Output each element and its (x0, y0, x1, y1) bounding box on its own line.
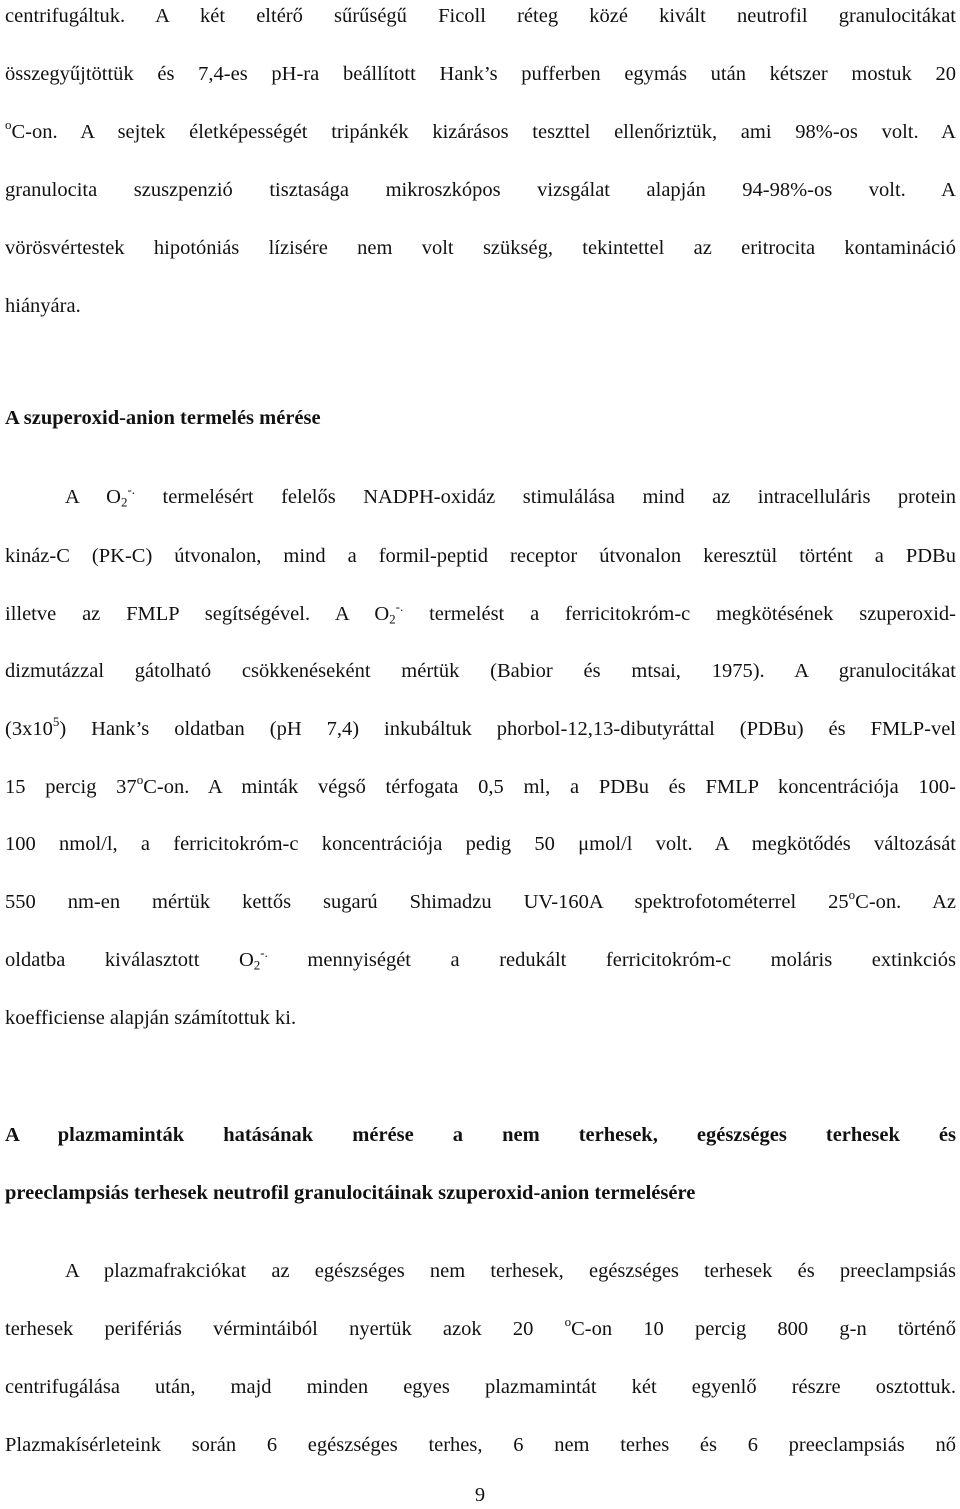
text-segment: ) Hank’s oldatban (pH 7,4) inkubáltuk phorbol-12,13-dibutyráttal (PDBu) és FMLP-vel (59, 718, 956, 740)
text-segment: C-on 10 percig 800 g-n történő (571, 1318, 956, 1340)
paragraph-1-line-5: vörösvértestek hipotóniás lízisére nem volt szükség, tekintettel az eritrocita kontamináció (5, 237, 956, 259)
subscript: 2 (389, 611, 396, 627)
paragraph-3-line-3: centrifugálása után, majd minden egyes plazmamintát két egyenlő részre osztottuk. (5, 1376, 956, 1398)
paragraph-1-line-4: granulocita szuszpenzió tisztasága mikroszkópos vizsgálat alapján 94-98%-os volt. A (5, 179, 956, 201)
paragraph-1-line-6: hiányára. (5, 295, 81, 317)
text-segment: C-on. Az (855, 891, 956, 913)
superscript: -. (127, 481, 136, 497)
text-segment: terhesek perifériás vérmintáiból nyertük azok 20 (5, 1318, 565, 1340)
superscript: o (848, 886, 856, 902)
superscript: -. (395, 598, 404, 614)
text-segment: illetve az FMLP segítségével. A O (5, 603, 390, 625)
paragraph-2-line-1 (65, 481, 956, 510)
paragraph-1-line-2: összegyűjtöttük és 7,4-es pH-ra beállított Hank’s pufferben egymás után kétszer mostuk 20 (5, 63, 956, 85)
superscript: o (564, 1313, 572, 1329)
paragraph-2-line-5 (5, 713, 956, 742)
paragraph-2-line-9 (5, 944, 956, 973)
subscript: 2 (120, 494, 128, 510)
paragraph-3-line-1: A plazmafrakciókat az egészséges nem terhesek, egészséges terhesek és preeclampsiás (65, 1260, 956, 1282)
text-segment: termelésért felelős NADPH-oxidáz stimulálása mind az intracelluláris protein (135, 486, 956, 508)
paragraph-2-line-4: dizmutázzal gátolható csökkenéseként mértük (Babior és mtsai, 1975). A granulocitákat (5, 660, 956, 682)
section-heading-superoxide: A szuperoxid-anion termelés mérése (5, 407, 321, 429)
superscript: 5 (52, 713, 60, 729)
paragraph-1-line-1: centrifugáltuk. A két eltérő sűrűségű Ficoll réteg közé kivált neutrofil granulocitákat (5, 5, 956, 27)
paragraph-2-line-6 (5, 771, 956, 800)
text-segment: 550 nm-en mértük kettős sugarú Shimadzu UV-160A spektrofotométerrel 25 (5, 891, 849, 913)
degree-superscript: o (5, 116, 12, 132)
superscript: o (136, 771, 144, 787)
text-segment: A O (65, 486, 121, 508)
paragraph-3-line-4: Plazmakísérleteink során 6 egészséges terhes, 6 nem terhes és 6 preeclampsiás nő (5, 1434, 956, 1456)
paragraph-1-line-3-text: C-on. A sejtek életképességét tripánkék kizárásos teszttel ellenőriztük, ami 98%-os volt. A (11, 121, 956, 143)
section-heading-plasma-line-1: A plazmaminták hatásának mérése a nem terhesek, egészséges terhesek és (5, 1124, 956, 1146)
paragraph-2-line-3 (5, 598, 956, 627)
page-number: 9 (474, 1484, 486, 1506)
text-segment: oldatba kiválasztott O (5, 949, 254, 971)
paragraph-3-line-2 (5, 1313, 956, 1342)
paragraph-2-line-2: kináz-C (PK-C) útvonalon, mind a formil-peptid receptor útvonalon keresztül történt a PDBu (5, 545, 956, 567)
text-segment: mennyiségét a redukált ferricitokróm-c moláris extinkciós (267, 949, 956, 971)
text-segment: 15 percig 37 (5, 776, 137, 798)
paragraph-1-line-3 (5, 116, 956, 145)
subscript: 2 (253, 957, 261, 973)
section-heading-plasma-line-2: preeclampsiás terhesek neutrofil granulocitáinak szuperoxid-anion termelésére (5, 1182, 696, 1204)
paragraph-2-line-10: koefficiense alapján számítottuk ki. (5, 1007, 297, 1029)
paragraph-2-line-8 (5, 886, 956, 915)
superscript: -. (260, 944, 268, 960)
paragraph-2-line-7: 100 nmol/l, a ferricitokróm-c koncentrációja pedig 50 μmol/l volt. A megkötődés változását (5, 833, 956, 855)
text-segment: (3x10 (5, 718, 53, 740)
text-segment: termelést a ferricitokróm-c megkötésének szuperoxid- (403, 603, 956, 625)
text-segment: C-on. A minták végső térfogata 0,5 ml, a PDBu és FMLP koncentrációja 100- (143, 776, 956, 798)
